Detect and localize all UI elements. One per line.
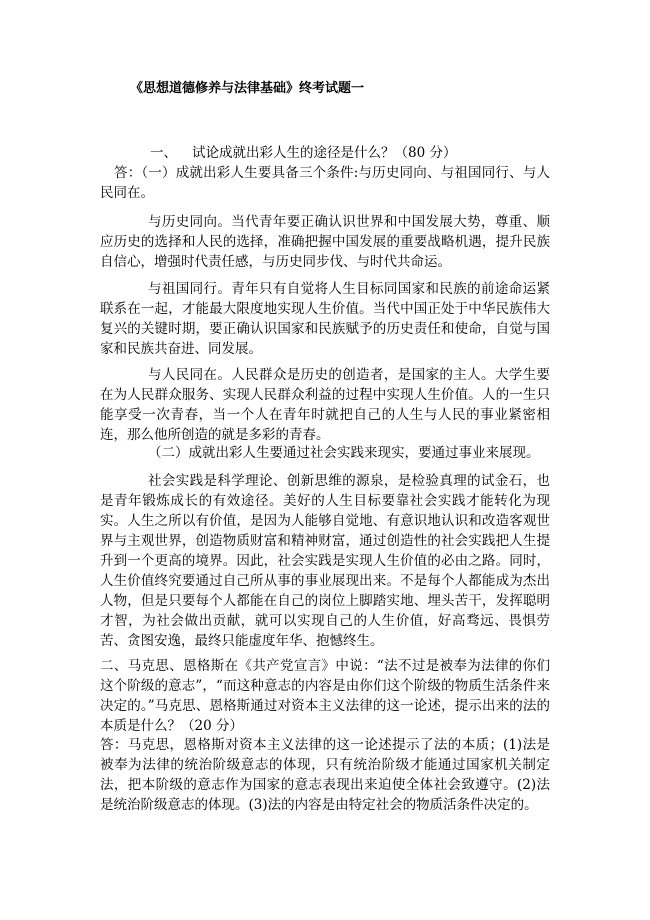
question-1 xyxy=(150,141,456,161)
paragraph-country: 与祖国同行。青年只有自觉将人生目标同国家和民族的前途命运紧联系在一起，才能最大限度地实现人生价值。当代中国正处于中华民族伟大复兴的关键时期，要正确认识国家和民族赋予的历史责任和使命，自觉与国家和民族共奋进、同发展。 xyxy=(100,281,550,357)
paragraph-history: 与历史同向。当代青年要正确认识世界和中国发展大势，尊重、顺应历史的选择和人民的选择，准确把握中国发展的重要战略机遇，提升民族自信心，增强时代责任感，与历史同步伐、与时代共命运。 xyxy=(100,214,550,270)
paragraph-people: 与人民同在。人民群众是历史的创造者，是国家的主人。大学生要在为人民群众服务、实现人民群众利益的过程中实现人生价值。人的一生只能享受一次青春，当一个人在青年时就把自己的人生与人民的事业紧密相连，那么他所创造的就是多彩的青春。 xyxy=(100,367,550,443)
answer-point-2: （二）成就出彩人生要通过社会实践来现实，要通过事业来展现。 xyxy=(148,445,540,461)
question-2-answer: 答：马克思，恩格斯对资本主义法律的这一论述提示了法的本质；(1)法是被奉为法律的统治阶级意志的体现，只有统治阶级才能通过国家机关制定法，把本阶级的意志作为国家的意志表现出来迫使全体社会致遵守。(2)法是统治阶级意志的体现。(3)法的内容是由特定社会的物质活条件决定的。 xyxy=(100,737,550,813)
question-1-number: 一、 xyxy=(150,145,177,161)
question-1-text: 试论成就出彩人生的途径是什么？（80 分） xyxy=(192,145,457,161)
exam-title: 《思想道德修养与法律基础》终考试题一 xyxy=(130,81,365,96)
question-2: 二、马克思、恩格斯在《共产党宣言》中说：“法不过是被奉为法律的你们这个阶级的意志”，“而这种意志的内容是由你们这个阶级的物质生活条件来决定的。”马克思、恩格斯通过对资本主义法律的这一论述，提示出来的法的本质是什么？（20 分） xyxy=(100,658,550,734)
question-1-answer-intro: 答：（一）成就出彩人生要具备三个条件:与历史同向、与祖国同行、与人民同在。 xyxy=(100,165,550,201)
paragraph-practice: 社会实践是科学理论、创新思维的源泉，是检验真理的试金石，也是青年锻炼成长的有效途径。美好的人生目标要靠社会实践才能转化为现实。人生之所以有价值，是因为人能够自觉地、有意识地认识和改造客观世界与主观世界，创造物质财富和精神财富，通过创造性的社会实践把人生提升到一个更高的境界。因此，社会实践是实现人生价值的必由之路。同时，人生价值终究要通过自己所从事的事业展现出来。不是每个人都能成为杰出人物，但是只要每个人都能在自己的岗位上脚踏实地、埋头苦干，发挥聪明才智，为社会做出贡献，就可以实现自己的人生价值，好高骛远、畏惧劳苦、贪图安逸，最终只能虚度年华、抱憾终生。 xyxy=(100,473,550,649)
